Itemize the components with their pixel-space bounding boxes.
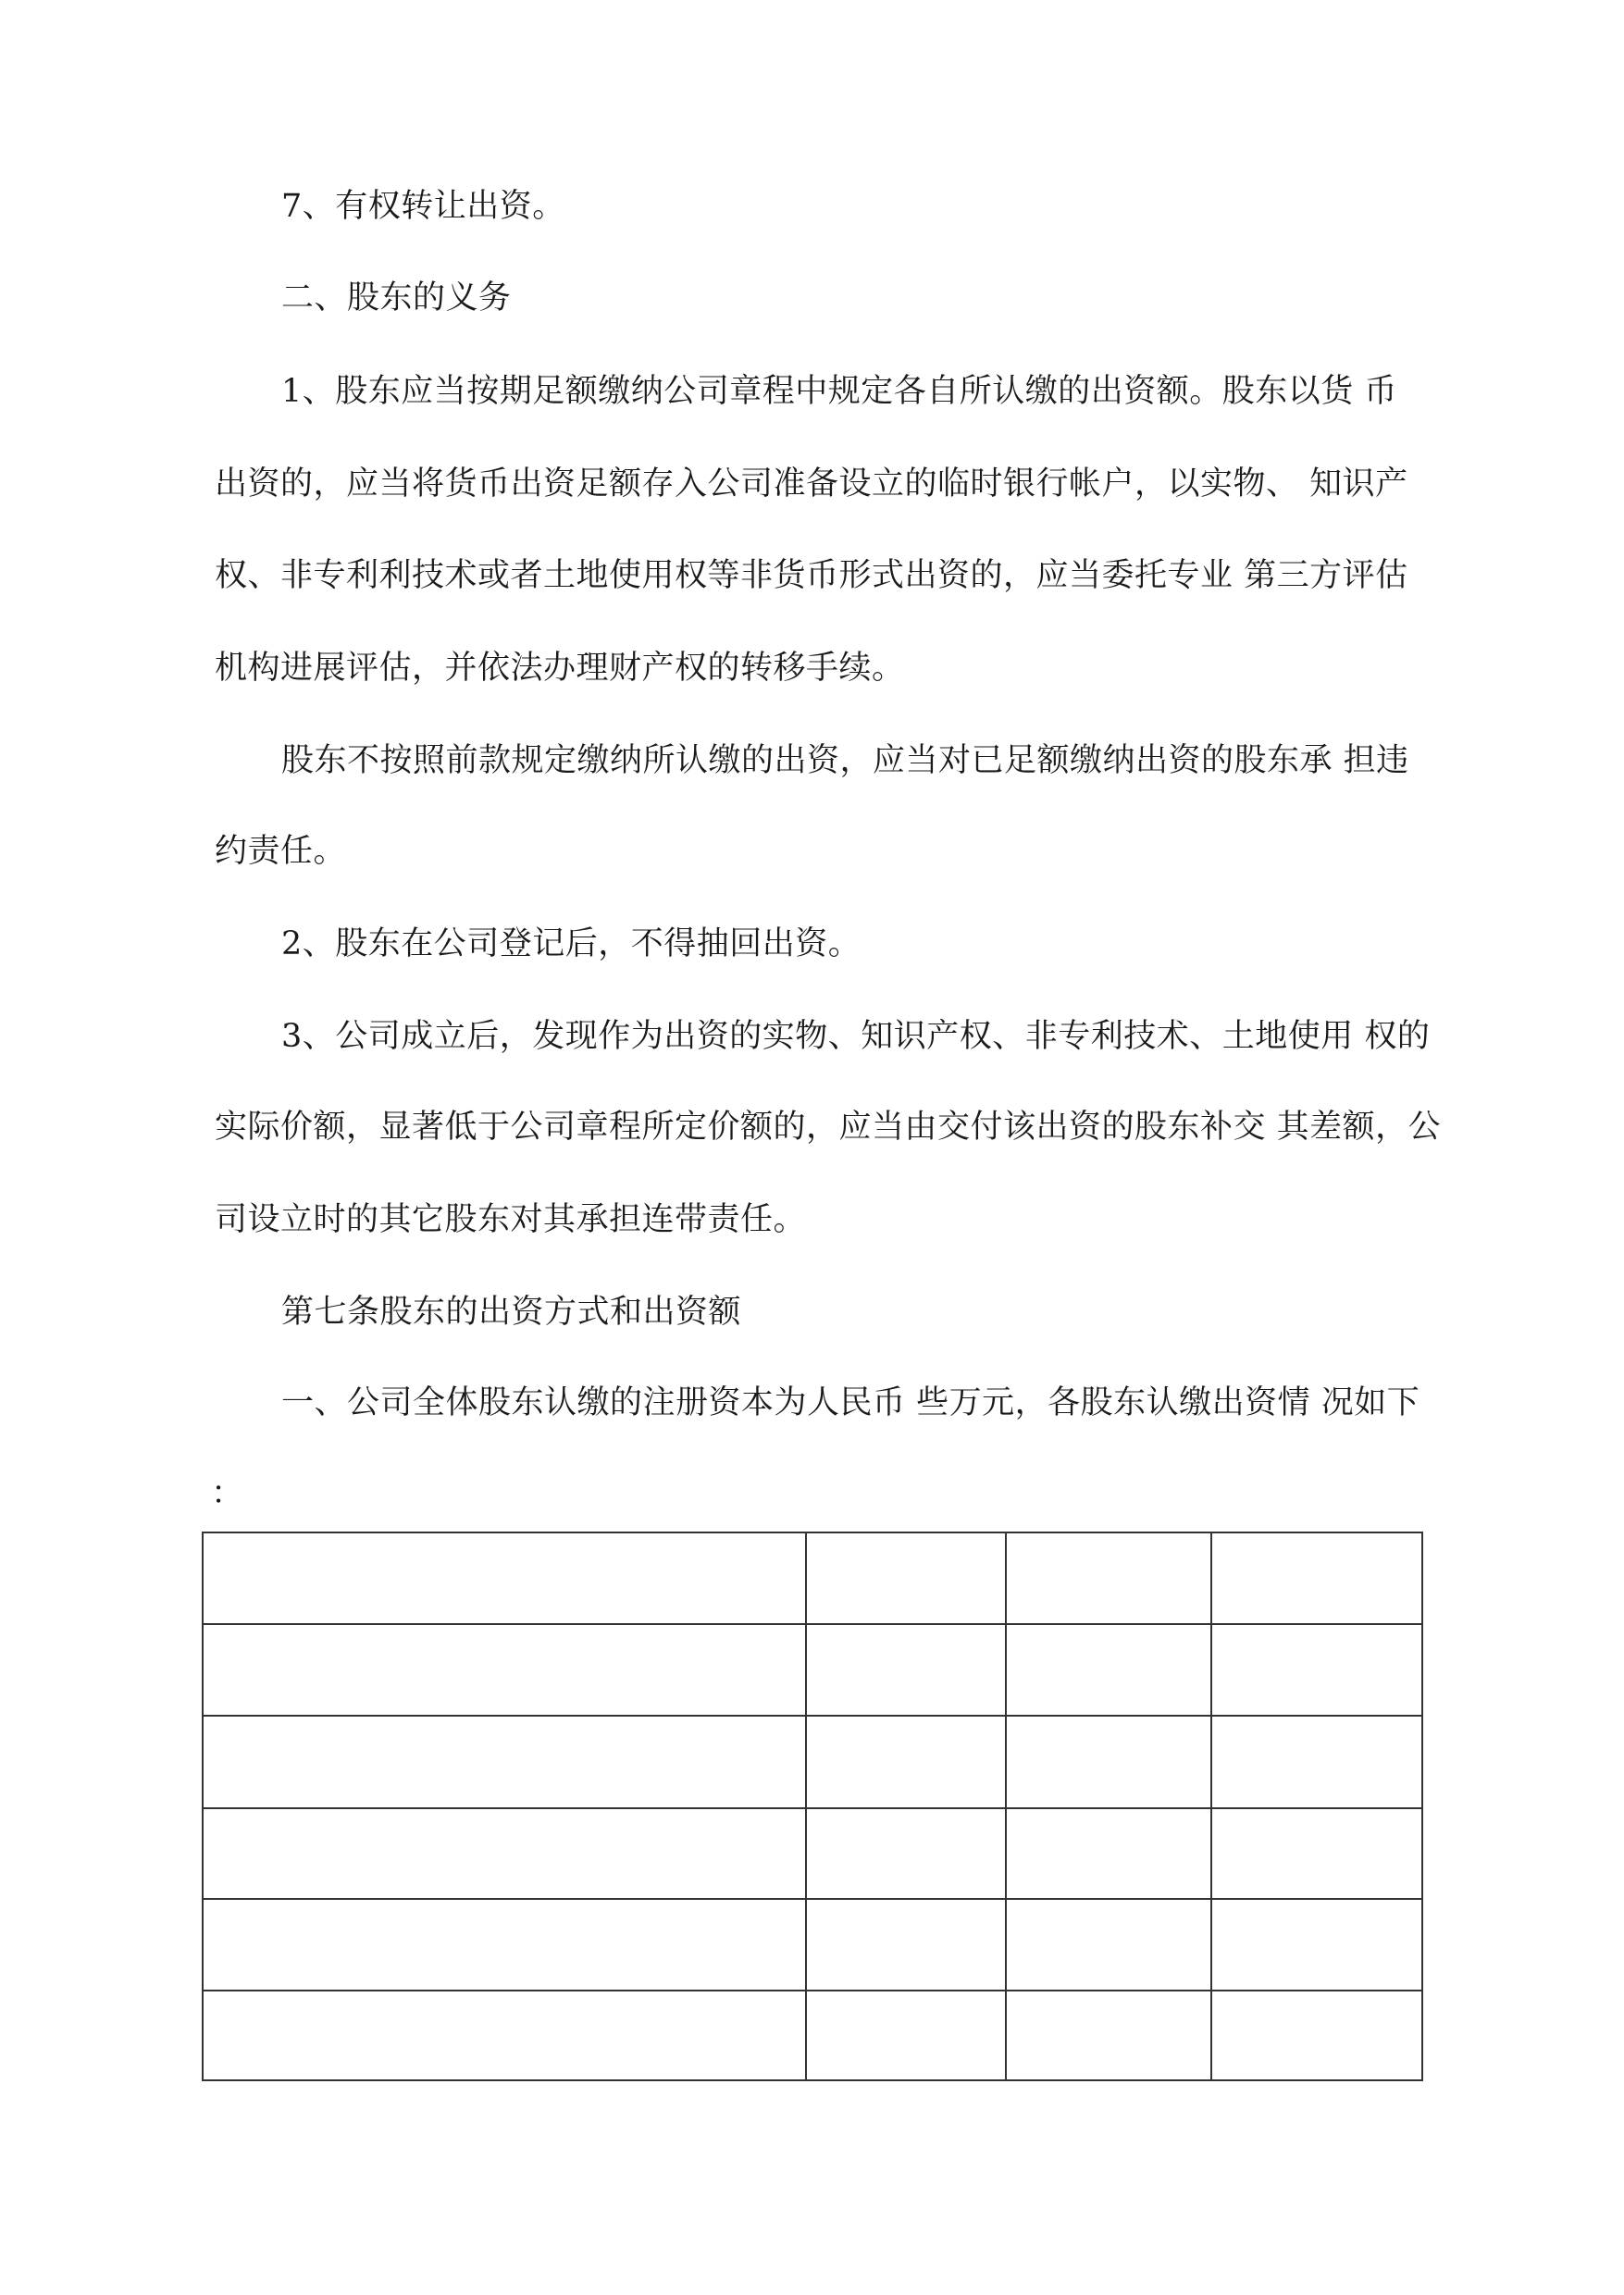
table-row: [203, 1624, 1422, 1716]
section-heading: 二、股东的义务: [281, 279, 512, 316]
table-cell: [203, 1532, 806, 1624]
table-cell: [1006, 1899, 1211, 1991]
table-cell: [1006, 1532, 1211, 1624]
table-row: [203, 1899, 1422, 1991]
table-cell: [1211, 1808, 1422, 1899]
table-row: [203, 1716, 1422, 1808]
table-cell: [806, 1991, 1006, 2080]
paragraph-line: 股东不按照前款规定缴纳所认缴的出资，应当对已足额缴纳出资的股东承 担违: [281, 742, 1409, 779]
table-cell: [1006, 1991, 1211, 2080]
paragraph-line: 7、有权转让出资。: [281, 188, 565, 225]
paragraph-line: 1、股东应当按期足额缴纳公司章程中规定各自所认缴的出资额。股东以货 币: [281, 373, 1397, 410]
table-cell: [806, 1624, 1006, 1716]
table-cell: [806, 1532, 1006, 1624]
table-row: [203, 1808, 1422, 1899]
table-cell: [1006, 1808, 1211, 1899]
table-cell: [203, 1624, 806, 1716]
table-cell: [806, 1899, 1006, 1991]
table-cell: [1006, 1716, 1211, 1808]
contribution-table: [202, 1532, 1423, 2081]
table-cell: [1211, 1532, 1422, 1624]
trailing-colon: ：: [211, 1475, 244, 1512]
paragraph-line: 一、公司全体股东认缴的注册资本为人民币 些万元，各股东认缴出资情 况如下: [281, 1384, 1420, 1421]
paragraph-line: 司设立时的其它股东对其承担连带责任。: [215, 1201, 807, 1238]
table-cell: [203, 1808, 806, 1899]
table-cell: [203, 1991, 806, 2080]
paragraph-line: 3、公司成立后，发现作为出资的实物、知识产权、非专利技术、土地使用 权的: [281, 1018, 1431, 1055]
table-cell: [203, 1899, 806, 1991]
table-cell: [1211, 1991, 1422, 2080]
paragraph-line: 权、非专利利技术或者土地使用权等非货币形式出资的，应当委托专业 第三方评估: [215, 557, 1408, 594]
table-row: [203, 1532, 1422, 1624]
table-cell: [806, 1808, 1006, 1899]
paragraph-line: 2、股东在公司登记后，不得抽回出资。: [281, 925, 862, 962]
table-cell: [203, 1716, 806, 1808]
table-cell: [1211, 1899, 1422, 1991]
paragraph-line: 实际价额，显著低于公司章程所定价额的，应当由交付该出资的股东补交 其差额，公: [215, 1109, 1442, 1146]
paragraph-line: 约责任。: [215, 833, 347, 870]
table-cell: [1006, 1624, 1211, 1716]
table-row: [203, 1991, 1422, 2080]
table-cell: [1211, 1624, 1422, 1716]
table-cell: [806, 1716, 1006, 1808]
article-heading: 第七条股东的出资方式和出资额: [281, 1294, 742, 1331]
paragraph-line: 出资的，应当将货币出资足额存入公司准备设立的临时银行帐户，以实物、 知识产: [215, 465, 1408, 502]
paragraph-line: 机构进展评估，并依法办理财产权的转移手续。: [215, 650, 905, 687]
table-cell: [1211, 1716, 1422, 1808]
